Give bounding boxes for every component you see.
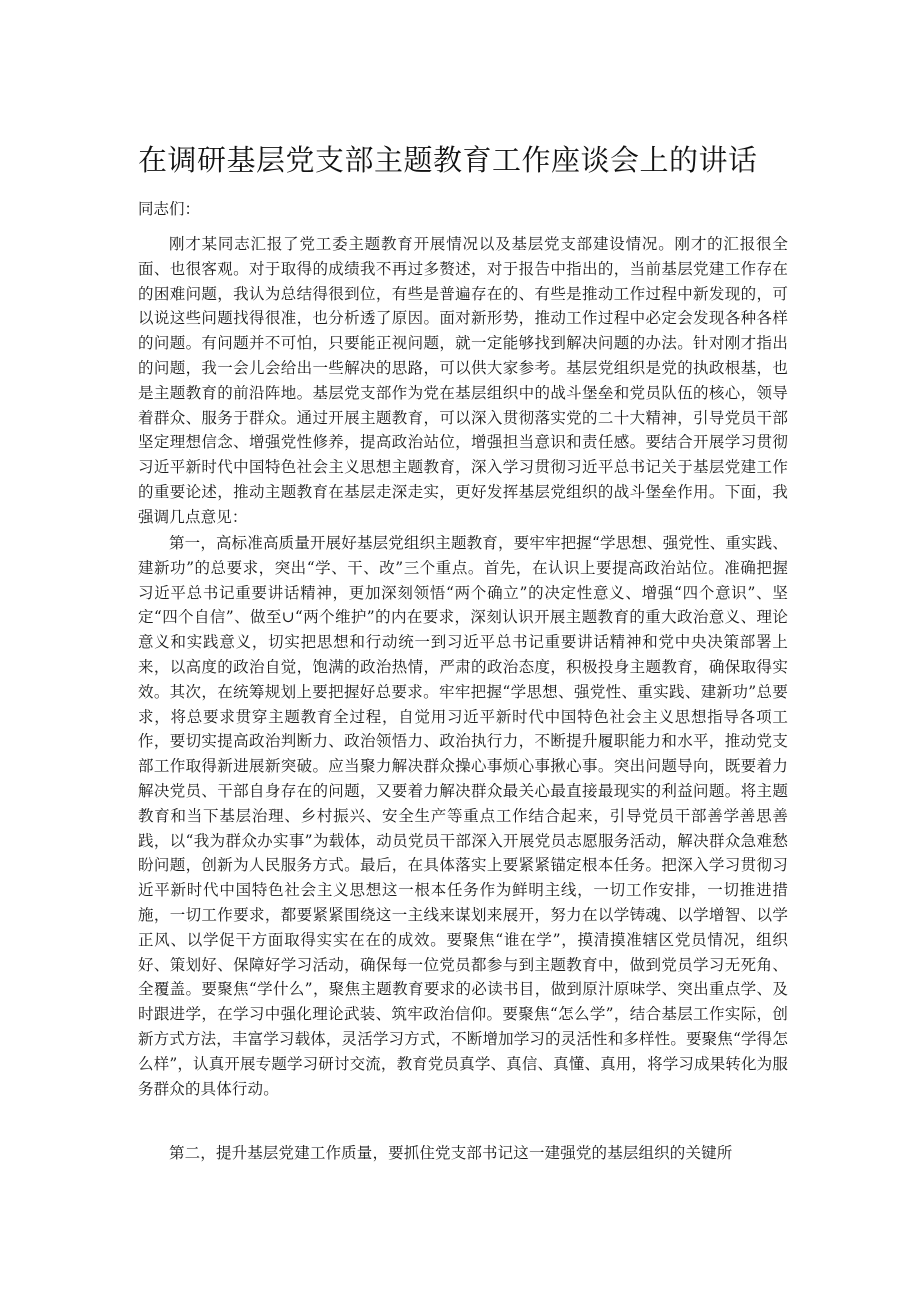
paragraph-intro: 刚才某同志汇报了党工委主题教育开展情况以及基层党支部建设情况。刚才的汇报很全面、也很客观。对于取得的成绩我不再过多赘述，对于报告中指出的，当前基层党建工作存在的困难问题，我认为总结得很到位，有些是普遍存在的、有些是推动工作过程中新发现的，可以说这些问题找得很准，也分析透了原因。面对新形势，推动工作过程中必定会发现各种各样的问题。有问题并不可怕，只要能正视问题，就一定能够找到解决问题的办法。针对刚才指出的问题，我一会儿会给出一些解决的思路，可以供大家参考。基层党组织是党的执政根基，也是主题教育的前沿阵地。基层党支部作为党在基层组织中的战斗堡垒和党员队伍的核心，领导着群众、服务于群众。通过开展主题教育，可以深入贯彻落实党的二十大精神，引导党员干部坚定理想信念、增强党性修养，提高政治站位，增强担当意识和责任感。要结合开展学习贯彻习近平新时代中国特色社会主义思想主题教育，深入学习贯彻习近平总书记关于基层党建工作的重要论述，推动主题教育在基层走深走实，更好发挥基层党组织的战斗堡垒作用。下面，我强调几点意见： bbox=[138, 235, 788, 526]
paragraph-second-point: 第二，提升基层党建工作质量，要抓住党支部书记这一建强党的基层组织的关键所 bbox=[169, 1144, 733, 1162]
salutation: 同志们： bbox=[138, 200, 201, 218]
paragraph-first-point: 第一，高标准高质量开展好基层党组织主题教育，要牢牢把握“学思想、强党性、重实践、建新功”的总要求，突出“学、干、改”三个重点。首先，在认识上要提高政治站位。准确把握习近平总书记重要讲话精神，更加深刻领悟“两个确立”的决定性意义、增强“四个意识”、坚定“四个自信”、做至∪“两个维护”的内在要求，深刻认识开展主题教育的重大政治意义、理论意义和实践意义，切实把思想和行动统一到习近平总书记重要讲话精神和党中央决策部署上来，以高度的政治自觉，饱满的政治热情，严肃的政治态度，积极投身主题教育，确保取得实效。其次，在统筹规划上要把握好总要求。牢牢把握“学思想、强党性、重实践、建新功”总要求，将总要求贯穿主题教育全过程，自觉用习近平新时代中国特色社会主义思想指导各项工作，要切实提高政治判断力、政治领悟力、政治执行力，不断提升履职能力和水平，推动党支部工作取得新进展新突破。应当聚力解决群众操心事烦心事揪心事。突出问题导向，既要着力解决党员、干部自身存在的问题，又要着力解决群众最关心最直接最现实的利益问题。将主题教育和当下基层治理、乡村振兴、安全生产等重点工作结合起来，引导党员干部善学善思善践，以“我为群众办实事”为载体，动员党员干部深入开展党员志愿服务活动，解决群众急难愁盼问题，创新为人民服务方式。最后，在具体落实上要紧紧锚定根本任务。把深入学习贯彻习近平新时代中国特色社会主义思想这一根本任务作为鲜明主线，一切工作安排，一切推进措施，一切工作要求，都要紧紧围绕这一主线来谋划来展开，努力在以学铸魂、以学增智、以学正风、以学促干方面取得实实在在的成效。要聚焦“谁在学”，摸清摸准辖区党员情况，组织好、策划好、保障好学习活动，确保每一位党员都参与到主题教育中，做到党员学习无死角、全覆盖。要聚焦“学什么”，聚焦主题教育要求的必读书目，做到原汁原味学、突出重点学、及时跟进学，在学习中强化理论武装、筑牢政治信仰。要聚焦“怎么学”，结合基层工作实际，创新方式方法，丰富学习载体，灵活学习方式，不断增加学习的灵活性和多样性。要聚焦“学得怎么样”，认真开展专题学习研讨交流，教育党员真学、真信、真懂、真用，将学习成果转化为服务群众的具体行动。 bbox=[138, 534, 788, 1098]
document-title: 在调研基层党支部主题教育工作座谈会上的讲话 bbox=[138, 143, 758, 177]
